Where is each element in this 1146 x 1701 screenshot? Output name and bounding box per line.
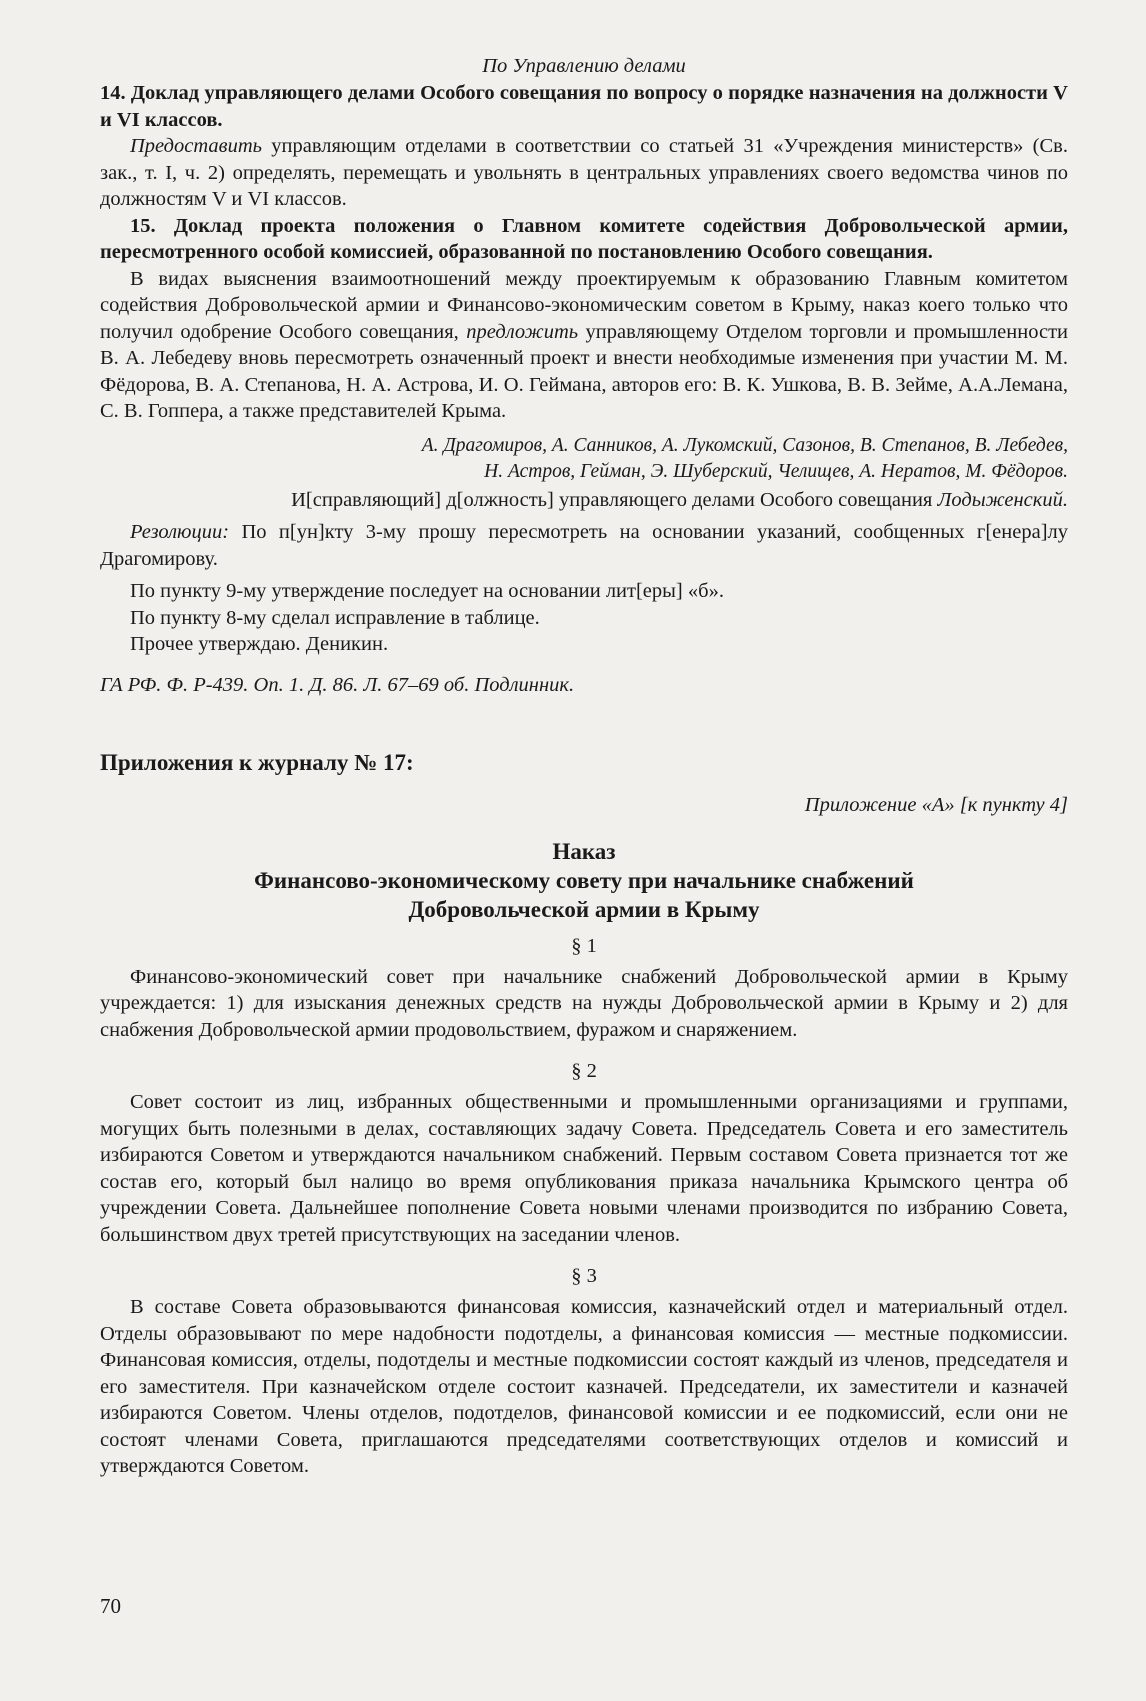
nakaz-subtitle-2: Добровольческой армии в Крыму xyxy=(408,896,760,922)
item-15-title: 15. Доклад проекта положения о Главном комитете содействия Добровольческой армии, пересмотренного особой комиссией, образованной по постановлению Особого совещания. xyxy=(100,214,1068,263)
item-14-resolution-verb: Предоставить xyxy=(130,135,262,157)
page-number: 70 xyxy=(100,1594,121,1618)
signatures-line-1: А. Драгомиров, А. Санников, А. Лукомский, Сазонов, В. Степанов, В. Лебедев, xyxy=(421,434,1068,456)
item-14-resolution xyxy=(100,133,1068,213)
section-3-text: В составе Совета образовываются финансовая комиссия, казначейский отдел и материальный отдел. Отделы образовывают по мере надобности подотделы, а финансовая комиссия — местные подкомиссии. Финансовая комиссия, отделы, подотделы и местные подкомиссии состоят каждый из членов, председателя и его заместителя. При казначейском отделе состоит казначей. Председатели, их заместители и казначей избираются Советом. Члены отделов, подотделов, финансовой комиссии и ее подкомиссий, если они не состоят членами Совета, приглашаются председателями соответствующих отделов и комиссий и утверждаются Советом. xyxy=(100,1296,1068,1477)
manager-signature xyxy=(100,487,1068,514)
document-page xyxy=(100,52,1068,1480)
manager-title: И[справляющий] д[олжность] управляющего делами Особого совещания xyxy=(291,488,938,511)
item-15-text-part-b: управляющему Отделом торговли и промышленности В. А. Лебедеву вновь пересмотреть означенный проект и внести необходимые изменения при участии М. М. Фёдорова, В. А. Степанова, Н. А. Астрова, И. О. Геймана, авторов его: В. К. Ушкова, В. В. Зейме, А.А.Лемана, С. В. Гоппера, а также представителей Крыма. xyxy=(100,320,1069,422)
item-14-title: 14. Доклад управляющего делами Особого совещания по вопросу о порядке назначения на должности V и VI классов. xyxy=(100,82,1068,131)
section-3-mark: § 3 xyxy=(571,1265,597,1287)
item-15-text-verb: предложить xyxy=(466,320,579,343)
section-2-mark: § 2 xyxy=(571,1060,597,1082)
section-header: По Управлению делами xyxy=(482,55,686,77)
manager-name: Лодыженский. xyxy=(937,488,1068,511)
nakaz-title: Наказ xyxy=(552,838,616,864)
item-15-text-part-a: В видах выяснения взаимоотношений между проектируемым к образованию Главным комитетом содействия Добровольческой армии и Финансово-экономическим советом в Крыму, наказ коего только что получил одобрение Особого совещания, xyxy=(100,267,1068,343)
appendix-heading: Приложения к журналу № 17: xyxy=(100,750,414,775)
resolutions-1 xyxy=(100,519,1068,572)
item-15-text xyxy=(100,266,1068,425)
archive-reference: ГА РФ. Ф. Р-439. Оп. 1. Д. 86. Л. 67–69 об. Подлинник. xyxy=(100,673,575,696)
section-1-mark: § 1 xyxy=(571,934,597,957)
resolutions-2: По пункту 9-му утверждение последует на основании лит[еры] «б». xyxy=(130,580,724,602)
item-14-resolution-text: управляющим отделами в соответствии со статьей 31 «Учреждения министерств» (Св. зак., т. I, ч. 2) определять, перемещать и увольнять в центральных управлениях своего ведомства чинов по должностям V и VI классов. xyxy=(100,135,1068,210)
section-2-text: Совет состоит из лиц, избранных общественными и промышленными организациями и группами, могущих быть полезными в делах, составляющих задачу Совета. Председатель Совета и его заместитель избираются Советом и утверждаются начальником снабжений. Первым составом Совета признается тот же состав его, который был налицо во время опубликования приказа начальника Крымского центра об учреждении Совета. Дальнейшее пополнение Совета новыми членами производится по избранию Совета, большинством двух третей присутствующих на заседании членов. xyxy=(100,1091,1068,1246)
resolutions-label: Резолюции: xyxy=(130,521,230,543)
nakaz-subtitle-1: Финансово-экономическому совету при начальнике снабжений xyxy=(254,867,914,893)
resolutions-3: По пункту 8-му сделал исправление в таблице. xyxy=(130,606,540,629)
resolutions-text-1: По п[ун]кту 3-му прошу пересмотреть на основании указаний, сообщенных г[енера]лу Драгомирову. xyxy=(100,521,1068,570)
appendix-reference: Приложение «А» [к пункту 4] xyxy=(804,794,1068,816)
resolutions-4: Прочее утверждаю. Деникин. xyxy=(130,633,389,655)
signatures-line-2: Н. Астров, Гейман, Э. Шуберский, Челищев, А. Нератов, М. Фёдоров. xyxy=(484,460,1068,482)
signatures xyxy=(100,433,1068,485)
section-1-text: Финансово-экономический совет при начальнике снабжений Добровольческой армии в Крыму учреждается: 1) для изыскания денежных средств на нужды Добровольческой армии в Крыму и 2) для снабжения Добровольческой армии продовольствием, фуражом и снаряжением. xyxy=(100,965,1068,1041)
